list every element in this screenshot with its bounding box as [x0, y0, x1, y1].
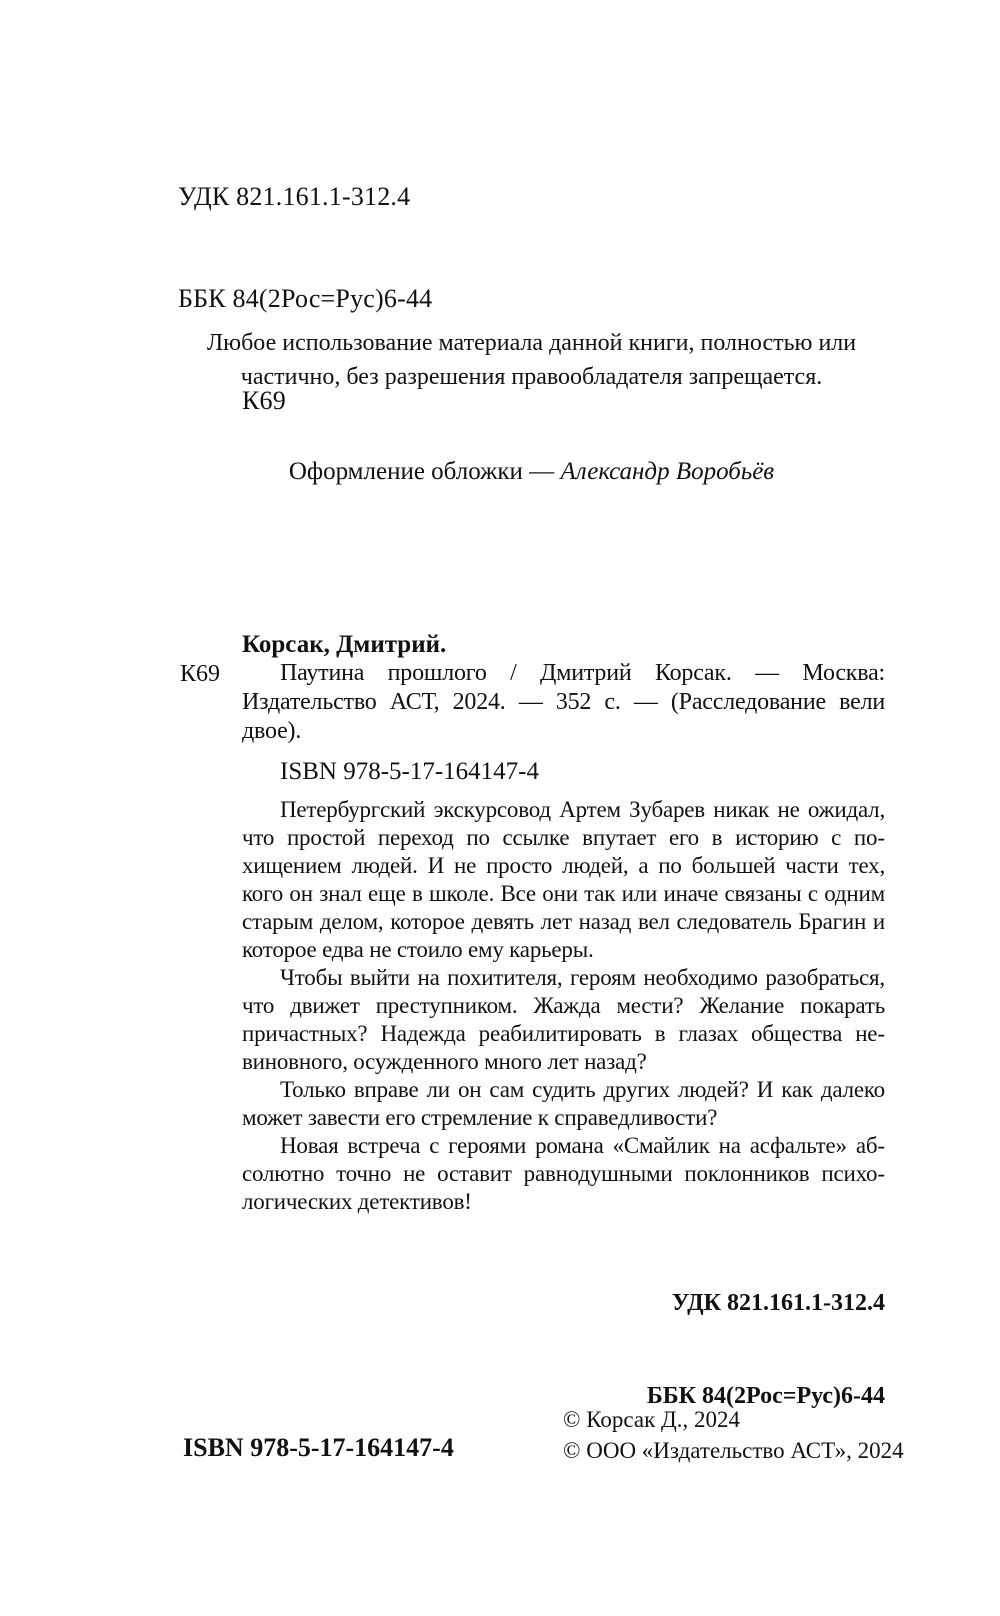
annotation-paragraph: Только вправе ли он сам судить других людей? И как далеко может завести его стремление к справедливости? [242, 1077, 885, 1130]
cover-design-credit [178, 458, 885, 486]
cover-credit-label: Оформление обложки — [288, 458, 561, 485]
copyright-publisher-line: © ООО «Издательство АСТ», 2024 [563, 1438, 904, 1463]
bbk-code: ББК 84(2Рос=Рус)6-44 [178, 284, 433, 313]
catalog-card [178, 630, 885, 1216]
annotation-paragraph: Новая встреча с героями романа «Смайлик на асфальте» абсолютно точно не оставит равнодушными поклонников психологических детективов! [242, 1133, 885, 1214]
author-sign-code: К69 [242, 386, 286, 415]
copyright-author-line: © Корсак Д., 2024 [563, 1407, 740, 1432]
top-classification-codes [178, 112, 432, 486]
udc-code-bottom: УДК 821.161.1-312.4 [671, 1290, 885, 1316]
footer-isbn: ISBN 978-5-17-164147-4 [183, 1433, 454, 1462]
annotation-paragraph: Петербургский экскурсовод Артем Зубарев никак не ожидал, что простой переход по ссылке впутает его в историю с похищением людей. И не просто людей, а по большей части тех, кого он знал еще в школе. Все они так или иначе связаны с одним старым делом, которое девять лет назад вел следователь Брагин и которое едва не стоило ему карьеры. [242, 797, 885, 962]
catalog-isbn: ISBN 978-5-17-164147-4 [280, 758, 540, 785]
footer-copyrights [563, 1404, 904, 1466]
annotation-paragraph: Чтобы выйти на похитителя, героям необходимо разобраться, что движет преступником. Жажда мести? Желание покарать причастных? Надежда реабилитировать в глазах общества невиновного, осужденного много лет назад? [242, 965, 885, 1074]
bbk-code-bottom: ББК 84(2Рос=Рус)6-44 [646, 1383, 885, 1409]
catalog-description: Паутина прошлого / Дмитрий Корсак. — Москва: Издательство АСТ, 2024. — 352 с. — (Расследование вели двое). [242, 660, 885, 744]
catalog-margin-code: К69 [180, 661, 221, 687]
catalog-card-body [242, 630, 885, 1216]
legal-notice: Любое использование материала данной книги, полностью или частично, без разрешения правообладателя запрещается. [206, 330, 857, 390]
catalog-author: Корсак, Дмитрий. [242, 631, 447, 658]
udc-code: УДК 821.161.1-312.4 [178, 182, 411, 211]
cover-designer-name: Александр Воробьёв [560, 458, 775, 485]
annotation [242, 796, 885, 1216]
